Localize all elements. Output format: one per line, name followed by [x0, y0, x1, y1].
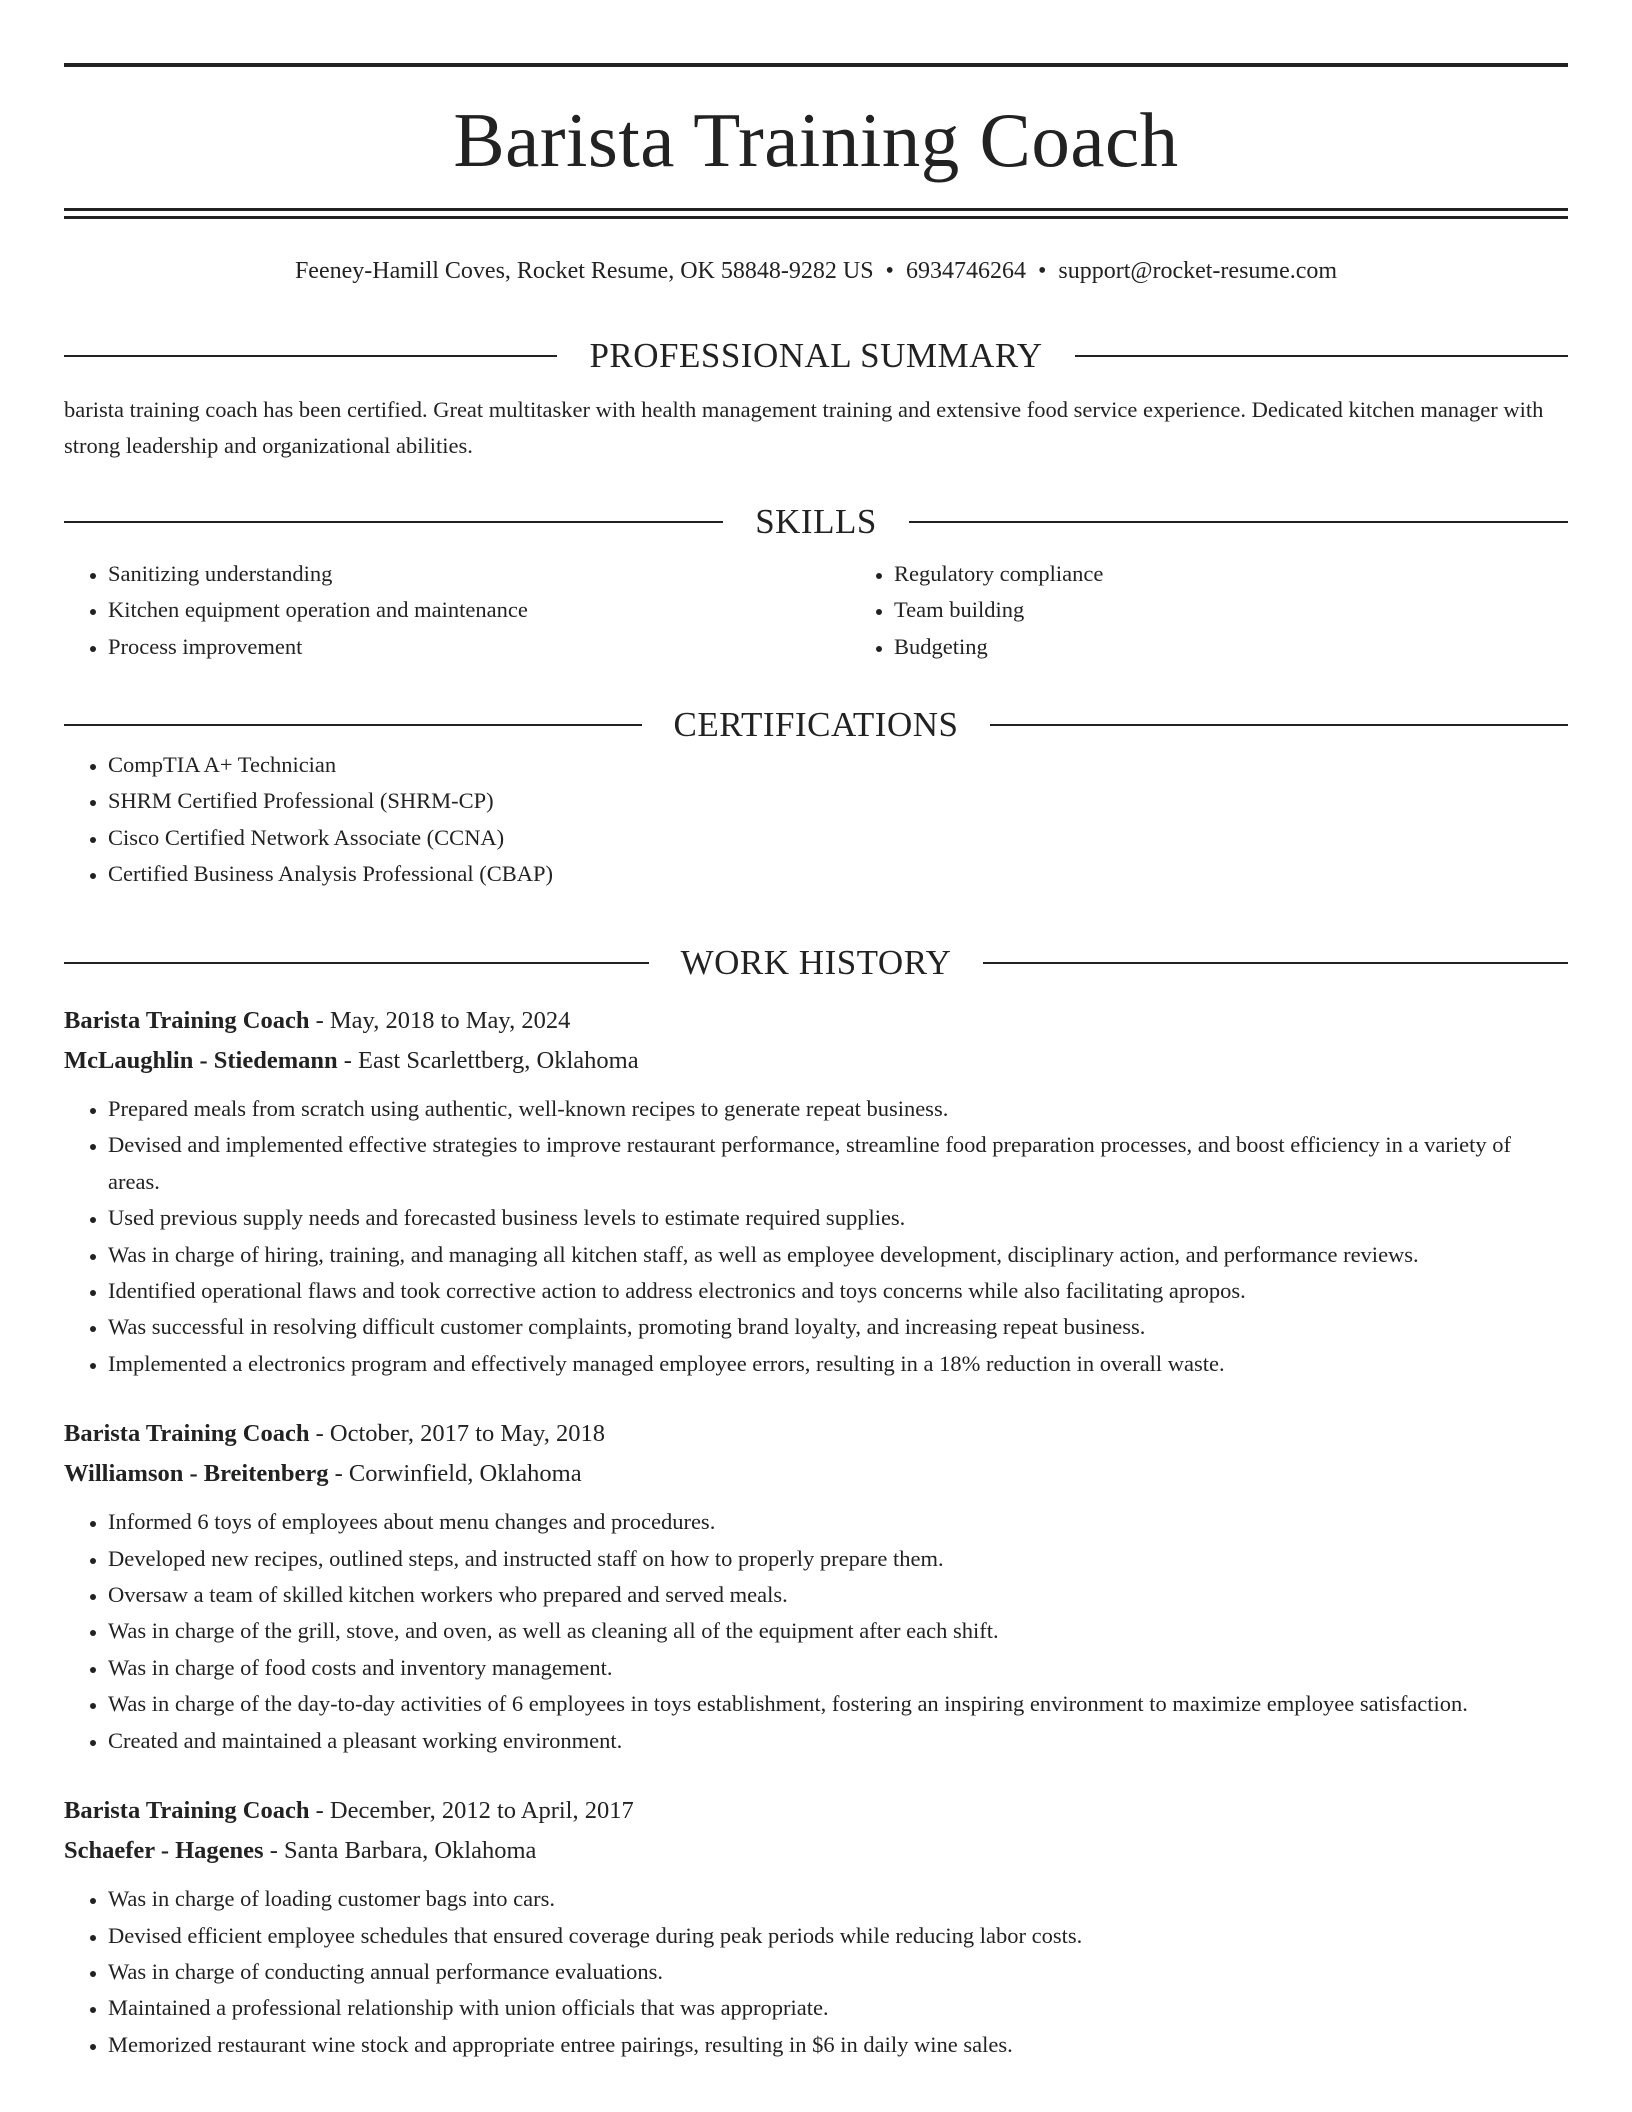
heading-rule	[983, 962, 1568, 964]
job-entry	[64, 1001, 1568, 1382]
section-heading	[64, 941, 1568, 985]
job-company-line	[64, 1041, 1568, 1081]
job-location: - East Scarlettberg, Oklahoma	[337, 1047, 639, 1074]
certification-item: • SHRM Certified Professional (SHRM-CP)	[108, 783, 1568, 819]
section-heading	[64, 703, 1568, 747]
duty-item: • Created and maintained a pleasant working environment.	[108, 1723, 1568, 1759]
duty-item: • Prepared meals from scratch using authentic, well-known recipes to generate repeat business.	[108, 1091, 1568, 1127]
heading-rule	[1075, 355, 1568, 357]
heading-rule	[64, 355, 557, 357]
contact-line	[64, 254, 1568, 288]
skill-item: • Regulatory compliance	[894, 556, 1568, 592]
duty-item: • Was successful in resolving difficult customer complaints, promoting brand loyalty, and increasing repeat business.	[108, 1309, 1568, 1345]
section-title: PROFESSIONAL SUMMARY	[589, 336, 1043, 375]
job-duties-list	[64, 1504, 1568, 1759]
job-title-line	[64, 1791, 1568, 1831]
skills-list-left	[64, 556, 850, 665]
duty-item: • Was in charge of the day-to-day activities of 6 employees in toys establishment, fostering an inspiring environment to maximize employee satisfaction.	[108, 1686, 1568, 1722]
job-location: - Corwinfield, Oklahoma	[328, 1460, 582, 1488]
duty-item: • Used previous supply needs and forecasted business levels to estimate required supplies.	[108, 1200, 1568, 1236]
duty-item: • Developed new recipes, outlined steps, and instructed staff on how to properly prepare them.	[108, 1541, 1568, 1577]
job-location: - Santa Barbara, Oklahoma	[263, 1837, 537, 1865]
heading-rule	[64, 521, 723, 523]
duty-item: • Was in charge of food costs and inventory management.	[108, 1650, 1568, 1686]
contact-email[interactable]: support@rocket-resume.com	[1058, 258, 1338, 284]
job-title: Barista Training Coach	[64, 1420, 310, 1448]
job-company: McLaughlin - Stiedemann	[64, 1047, 338, 1074]
section-work-history	[64, 941, 1568, 2063]
section-heading	[64, 334, 1568, 378]
job-title-line	[64, 1414, 1568, 1454]
contact-address: Feeney-Hamill Coves, Rocket Resume, OK 58848-9282 US	[294, 258, 874, 284]
duty-item: • Devised and implemented effective strategies to improve restaurant performance, streamline food preparation processes, and boost efficiency in a variety of areas.	[108, 1127, 1568, 1200]
candidate-name: Barista Training Coach	[453, 97, 1179, 183]
section-title: CERTIFICATIONS	[673, 705, 959, 744]
certification-item: • CompTIA A+ Technician	[108, 747, 1568, 783]
section-heading	[64, 500, 1568, 544]
job-title: Barista Training Coach	[64, 1007, 310, 1034]
duty-item: • Oversaw a team of skilled kitchen workers who prepared and served meals.	[108, 1577, 1568, 1613]
skills-columns	[64, 556, 1568, 665]
job-company: Schaefer - Hagenes	[64, 1837, 264, 1865]
duty-item: • Was in charge of loading customer bags into cars.	[108, 1881, 1568, 1917]
job-dates: - October, 2017 to May, 2018	[309, 1420, 605, 1448]
section-summary	[64, 334, 1568, 464]
duty-item: • Was in charge of the grill, stove, and oven, as well as cleaning all of the equipment after each shift.	[108, 1613, 1568, 1649]
skill-item: • Kitchen equipment operation and maintenance	[108, 592, 850, 628]
duty-item: • Identified operational flaws and took corrective action to address electronics and toys concerns while also facilitating apropos.	[108, 1273, 1568, 1309]
duty-item: • Implemented a electronics program and effectively managed employee errors, resulting in a 18% reduction in overall waste.	[108, 1346, 1568, 1382]
job-title: Barista Training Coach	[64, 1797, 310, 1825]
header-top-rule	[64, 63, 1568, 67]
duty-item: • Informed 6 toys of employees about menu changes and procedures.	[108, 1504, 1568, 1540]
job-company: Williamson - Breitenberg	[64, 1460, 329, 1488]
skill-item: • Sanitizing understanding	[108, 556, 850, 592]
section-title: WORK HISTORY	[680, 943, 952, 982]
job-dates: - December, 2012 to April, 2017	[309, 1797, 634, 1825]
section-title: SKILLS	[755, 502, 877, 541]
skill-item: • Budgeting	[894, 629, 1568, 665]
section-certifications	[64, 703, 1568, 893]
duty-item: • Memorized restaurant wine stock and appropriate entree pairings, resulting in $6 in daily wine sales.	[108, 2027, 1568, 2063]
job-entry	[64, 1414, 1568, 1759]
duty-item: • Devised efficient employee schedules that ensured coverage during peak periods while reducing labor costs.	[108, 1918, 1568, 1954]
job-company-line	[64, 1831, 1568, 1871]
skills-list-right	[850, 556, 1568, 665]
heading-rule	[909, 521, 1568, 523]
skill-item: • Team building	[894, 592, 1568, 628]
header-double-rule-upper	[64, 208, 1568, 211]
heading-rule	[64, 962, 649, 964]
duty-item: • Was in charge of conducting annual performance evaluations.	[108, 1954, 1568, 1990]
contact-phone: 6934746264	[905, 258, 1026, 284]
job-dates: - May, 2018 to May, 2024	[309, 1007, 571, 1034]
summary-text: barista training coach has been certified. Great multitasker with health management training and extensive food service experience. Dedicated kitchen manager with strong leadership and organizational abilities.	[64, 397, 1544, 458]
header-double-rule-lower	[64, 216, 1568, 219]
job-title-line	[64, 1001, 1568, 1041]
heading-rule	[990, 724, 1568, 726]
duty-item: • Was in charge of hiring, training, and managing all kitchen staff, as well as employee development, disciplinary action, and performance reviews.	[108, 1237, 1568, 1273]
job-company-line	[64, 1454, 1568, 1494]
contact-separator: •	[885, 258, 894, 284]
duty-item: • Maintained a professional relationship with union officials that was appropriate.	[108, 1990, 1568, 2026]
section-skills	[64, 500, 1568, 665]
job-duties-list	[64, 1881, 1568, 2063]
skill-item: • Process improvement	[108, 629, 850, 665]
job-entry	[64, 1791, 1568, 2063]
heading-rule	[64, 724, 642, 726]
contact-separator: •	[1037, 258, 1047, 284]
certification-item: • Certified Business Analysis Professional (CBAP)	[108, 856, 1568, 892]
certification-item: • Cisco Certified Network Associate (CCNA)	[108, 820, 1568, 856]
certifications-list	[64, 747, 1568, 893]
job-duties-list	[64, 1091, 1568, 1382]
